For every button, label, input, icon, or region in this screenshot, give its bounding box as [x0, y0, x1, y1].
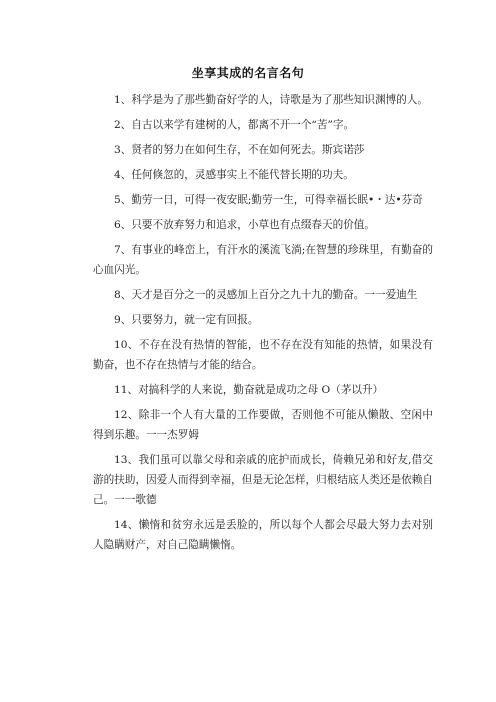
quote-item: 7、有事业的峰峦上，有汗水的溪流飞淌;在智慧的珍珠里，有勤奋的心血闪光。: [93, 244, 433, 276]
quote-item: 11、对搞科学的人来说，勤奋就是成功之母 O（茅以升）: [114, 384, 384, 396]
quote-item: 4、任何倏忽的，灵感事实上不能代替长期的功夫。: [114, 169, 354, 181]
quote-item: 12、除非一个人有大量的工作要做，否则他不可能从懒散、空闲中得到乐趣。一一杰罗姆: [93, 409, 433, 441]
quote-item: 13、我们虽可以靠父母和亲戚的庇护而成长，倚赖兄弟和好友,借交游的扶助，因爱人而得到幸福，但是无论怎样，归根结底人类还是依赖自己。一一歌德: [93, 454, 433, 506]
quote-item: 2、自古以来学有建树的人，都离不开一个“苦”字。: [114, 119, 355, 131]
quote-item: 1、科学是为了那些勤奋好学的人，诗歌是为了那些知识渊博的人。: [114, 94, 428, 106]
quote-list: [93, 90, 433, 560]
quote-item: 14、懒惰和贫穷永远是丢脸的，所以每个人都会尽最大努力去对别人隐瞒财产，对自己隐瞒懒惰。: [93, 519, 433, 551]
quote-item: 9、只要努力，就一定有回报。: [114, 314, 259, 326]
quote-item: 3、贤者的努力在如何生存，不在如何死去。斯宾诺莎: [114, 144, 365, 156]
quote-item: 10、不存在没有热情的智能，也不存在没有知能的热情，如果没有勤奋，也不存在热情与才能的结合。: [93, 339, 433, 371]
quote-item: 6、只要不放弃努力和追求，小草也有点缀春天的价值。: [114, 219, 375, 231]
page-title: 坐享其成的名言名句: [191, 66, 305, 80]
quote-item: 8、天才是百分之一的灵感加上百分之九十九的勤奋。一一爱迪生: [114, 289, 418, 301]
quote-item: 5、勤劳一日，可得一夜安眠;勤劳一生，可得幸福长眠•・达•芬奇: [114, 194, 423, 206]
